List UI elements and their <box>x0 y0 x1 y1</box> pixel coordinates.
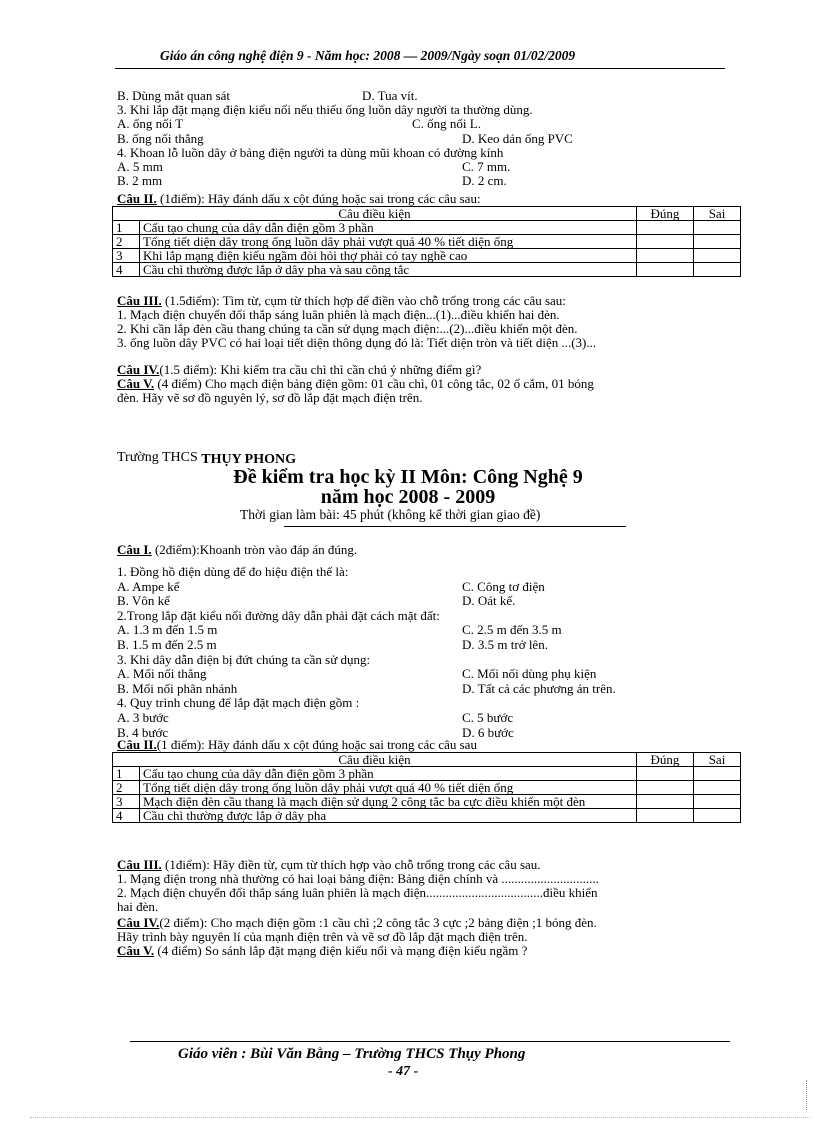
header-rule <box>115 68 725 69</box>
answer-line: 3. Khi lắp đặt mạng điện kiểu nổi nếu thiếu ống luồn dây người ta thường dùng. <box>117 102 533 118</box>
answer-line: D. 3.5 m trở lên. <box>462 637 548 652</box>
exam-time: Thời gian làm bài: 45 phút (không kể thời gian giao đề) <box>240 507 541 522</box>
answer-line: C. ống nối L. <box>412 116 481 132</box>
top-cau3-line: 3. ống luồn dây PVC có hai loại tiết diện thông dụng đó là: Tiết diện tròn và tiết diện ...(3)... <box>117 335 597 350</box>
answer-line: D. 2 cm. <box>462 173 507 189</box>
answer-line: C. 2.5 m đến 3.5 m <box>462 622 562 638</box>
answer-line: D. Tua vít. <box>362 88 418 103</box>
table-header-true: Đúng <box>637 753 694 767</box>
table-header-false: Sai <box>694 753 741 767</box>
page-header: Giáo án công nghệ điện 9 - Năm học: 2008 — 2009/Ngày soạn 01/02/2009 <box>160 48 576 63</box>
top-cau5-cont: đèn. Hãy vẽ sơ đồ nguyên lý, sơ đồ lắp đặt mạch điện trên. <box>117 390 423 405</box>
table-row: 3 Mạch điện đèn cầu thang là mạch điện sử dụng 2 công tắc ba cực điều khiển một đèn <box>113 795 741 809</box>
answer-line: B. Dùng mắt quan sát <box>117 88 231 103</box>
exam-cau3-heading: Câu III. (1điểm): Hãy điền từ, cụm từ thích hợp vào chỗ trống trong các câu sau. <box>117 857 541 872</box>
answer-line: B. Mối nối phân nhánh <box>117 680 238 696</box>
answer-line: 4. Quy trình chung để lắp đặt mạch điện gồm : <box>117 695 360 711</box>
answer-line: B. 2 mm <box>117 173 163 189</box>
top-cau3-heading: Câu III. (1.5điểm): Tìm từ, cụm từ thích hợp để điền vào chỗ trống trong các câu sau: <box>117 293 566 308</box>
page-footer: Giáo viên : Bùi Văn Bằng – Trường THCS Thụy Phong <box>178 1046 526 1062</box>
school-label: Trường THCS THỤY PHONG <box>117 450 297 467</box>
table-header-condition: Câu điều kiện <box>113 207 637 221</box>
table-row: 2 Tổng tiết diện dây trong ống luồn dây phải vượt quá 40 % tiết diện ống <box>113 781 741 795</box>
page-number: - 47 - <box>388 1064 419 1079</box>
top-cau3-line: 1. Mạch điện chuyển đổi thắp sáng luân phiên là mạch điện...(1)...điều khiển hai đèn. <box>117 307 560 322</box>
exam-cau1-heading: Câu I. (2điểm):Khoanh tròn vào đáp án đúng. <box>117 542 358 557</box>
exam-true-false-table <box>112 752 741 823</box>
footer-rule <box>130 1041 730 1042</box>
exam-cau4-cont: Hãy trình bày nguyên lí của mạnh điện trên và vẽ sơ đồ lắp đặt mạch điện trên. <box>117 929 528 944</box>
answer-line: B. 1.5 m đến 2.5 m <box>117 637 217 652</box>
answer-line: 3. Khi dây dẫn điện bị đứt chúng ta cần sử dụng: <box>117 651 371 667</box>
answer-line: D. 6 bước <box>462 724 514 740</box>
exam-cau4: Câu IV.(2 điểm): Cho mạch điện gồm :1 cầu chì ;2 công tắc 3 cực ;2 bảng điện ;1 bóng đèn. <box>117 915 597 930</box>
answer-line: C. 7 mm. <box>462 159 511 174</box>
table-row: 4 Cầu chì thường được lắp ở dây pha <box>113 809 741 823</box>
answer-line: 4. Khoan lỗ luồn dây ở bảng điện người ta dùng mũi khoan có đường kính <box>117 144 504 160</box>
answer-line: D. Keo dán ống PVC <box>462 130 573 146</box>
answer-line: D. Tất cả các phương án trên. <box>462 680 616 696</box>
exam-cau5: Câu V. (4 điểm) So sánh lắp đặt mạng điện kiểu nổi và mạng điện kiểu ngầm ? <box>117 943 528 958</box>
table-row: 2 Tổng tiết diện dây trong ống luồn dây phải vượt quá 40 % tiết diện ống <box>113 235 741 249</box>
table-row: 1 Cấu tạo chung của dây dẫn điện gồm 3 phần <box>113 221 741 235</box>
table-row: 1 Cấu tạo chung của dây dẫn điện gồm 3 phần <box>113 767 741 781</box>
answer-line: A. ống nối T <box>117 116 184 132</box>
answer-line: B. 4 bước <box>117 724 169 740</box>
top-cau3-line: 2. Khi cần lắp đèn cầu thang chúng ta cần sử dụng mạch điện:...(2)...điều khiển một đèn. <box>117 321 578 336</box>
answer-line: A. 3 bước <box>117 710 169 725</box>
answer-line: 2.Trong lắp đặt kiểu nổi đường dây dẫn phải đặt cách mặt đất: <box>117 607 440 623</box>
answer-line: 1. Đồng hồ điện dùng để đo hiệu điện thế là: <box>117 564 349 579</box>
top-cau5: Câu V. (4 điểm) Cho mạch điện bảng điện gồm: 01 cầu chì, 01 công tắc, 02 ổ cắm, 01 bóng <box>117 376 594 391</box>
corner-mark <box>806 1080 808 1110</box>
answer-line: C. 5 bước <box>462 710 514 725</box>
table-header-true: Đúng <box>637 207 694 221</box>
table-header-false: Sai <box>694 207 741 221</box>
answer-line: B. ống nối thẳng <box>117 130 204 146</box>
table-row: 4 Cầu chì thường được lắp ở dây pha và sau công tắc <box>113 263 741 277</box>
exam-title: Đề kiểm tra học kỳ II Môn: Công Nghệ 9 <box>233 466 583 488</box>
top-true-false-table <box>112 206 741 277</box>
answer-line: A. 1.3 m đến 1.5 m <box>117 622 218 638</box>
answer-line: A. Mối nối thẳng <box>117 666 207 682</box>
exam-cau3-line: hai đèn. <box>117 899 159 914</box>
top-cau4: Câu IV.(1.5 điểm): Khi kiểm tra cầu chì thì cần chú ý những điểm gì? <box>117 362 482 377</box>
exam-cau3-line: 2. Mạch điện chuyển đổi thắp sáng luân phiên là mạch điện....................................điều khiển <box>117 885 598 900</box>
exam-year: năm học 2008 - 2009 <box>320 486 496 508</box>
bottom-dotted-rule <box>30 1117 810 1118</box>
answer-line: C. Mối nối dùng phụ kiện <box>462 666 597 682</box>
answer-line: A. 5 mm <box>117 159 163 174</box>
table-row: 3 Khi lắp mạng điện kiểu ngầm đòi hỏi thợ phải có tay nghề cao <box>113 249 741 263</box>
answer-line: A. Ampe kế <box>117 578 180 594</box>
answer-line: C. Công tơ điện <box>462 578 545 594</box>
top-cau2-heading: Câu II. (1điểm): Hãy đánh dấu x cột đúng hoặc sai trong các câu sau: <box>117 191 481 206</box>
title-rule <box>284 526 626 527</box>
exam-cau3-line: 1. Mạng điện trong nhà thường có hai loại bảng điện: Bảng điện chính và .............................. <box>117 871 599 886</box>
exam-cau2-heading: Câu II.(1 điểm): Hãy đánh dấu x cột đúng hoặc sai trong các câu sau <box>117 737 477 752</box>
answer-line: D. Oát kế. <box>462 593 516 609</box>
answer-line: B. Vôn kế <box>117 593 170 609</box>
table-header-condition: Câu điều kiện <box>113 753 637 767</box>
